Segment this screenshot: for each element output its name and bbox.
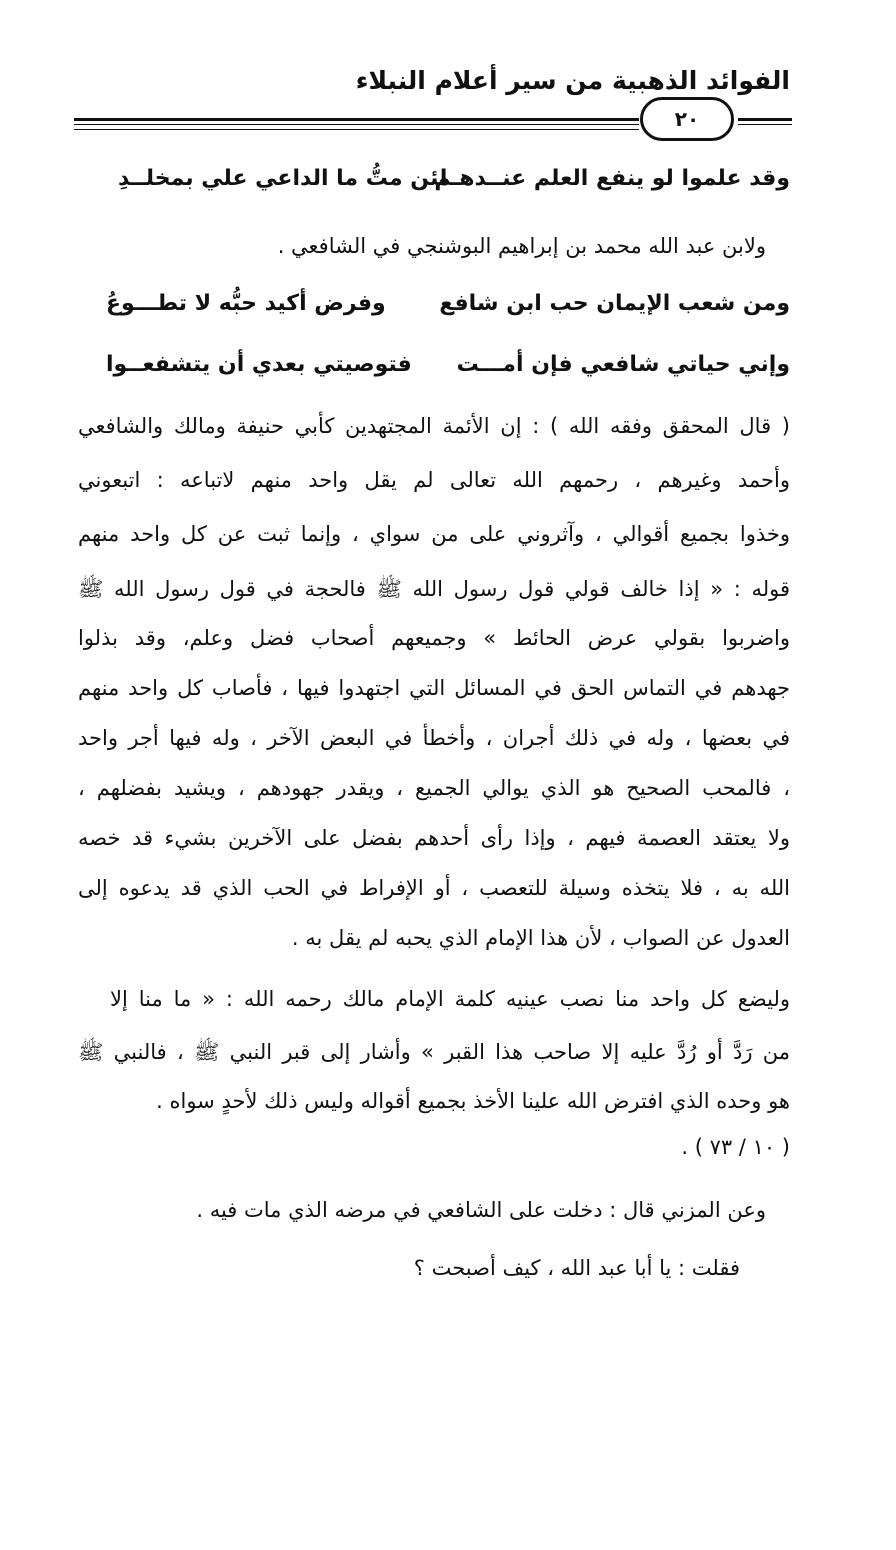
paragraph-line: ولا يعتقد العصمة فيهم ، وإذا رأى أحدهم بفضل على الآخرين بشيء قد خصه (78, 826, 790, 850)
verse-hemistich-left: فتوصيتي بعدي أن يتشفعــوا (106, 352, 412, 377)
header-rule (738, 124, 792, 125)
paragraph-line: هو وحده الذي افترض الله علينا الأخذ بجميع أقواله وليس ذلك لأحدٍ سواه . (156, 1089, 790, 1113)
paragraph-line: قوله : « إذا خالف قولي قول رسول الله ﷺ فالحجة في قول رسول الله ﷺ (78, 577, 790, 601)
paragraph-line: وخذوا بجميع أقوالي ، وآثروني على من سواي ، وإنما ثبت عن كل واحد منهم (78, 522, 790, 546)
verse-hemistich-right: ومن شعب الإيمان حب ابن شافع (439, 291, 790, 316)
paragraph-line: وأحمد وغيرهم ، رحمهم الله تعالى لم يقل واحد منهم لاتباعه : اتبعوني (78, 468, 790, 492)
header-rule (74, 129, 639, 130)
paragraph-line: جهدهم في التماس الحق في المسائل التي اجتهدوا فيها ، فأصاب كل واحد منهم (78, 676, 790, 700)
paragraph-line: الله به ، فلا يتخذه وسيلة للتعصب ، أو الإفراط في الحب الذي قد يدعوه إلى (78, 876, 790, 900)
verse-hemistich-right: وإني حياتي شافعي فإن أمـــت (456, 352, 790, 377)
paragraph-line: فقلت : يا أبا عبد الله ، كيف أصبحت ؟ (413, 1256, 740, 1280)
running-title: الفوائد الذهبية من سير أعلام النبلاء (355, 66, 790, 95)
paragraph-line: ، فالمحب الصحيح هو الذي يوالي الجميع ، ويقدر جهودهم ، ويشيد بفضلهم ، (78, 776, 790, 800)
verse-hemistich-left: وفرض أكيد حبُّه لا تطـــوعُ (106, 291, 386, 316)
poem-attribution: ولابن عبد الله محمد بن إبراهيم البوشنجي في الشافعي . (277, 234, 766, 258)
volume-page-reference: ( ١٠ / ٧٣ ) . (681, 1135, 790, 1159)
header-rule (74, 124, 639, 125)
paragraph-line: من رَدَّ أو رُدَّ عليه إلا صاحب هذا القبر » وأشار إلى قبر النبي ﷺ ، فالنبي ﷺ (78, 1040, 790, 1064)
paragraph-line: وعن المزني قال : دخلت على الشافعي في مرضه الذي مات فيه . (196, 1198, 766, 1222)
paragraph-line: وليضع كل واحد منا نصب عينيه كلمة الإمام مالك رحمه الله : « ما منا إلا (110, 987, 790, 1011)
header-rule (74, 118, 639, 121)
verse-hemistich-left: لئن متُّ ما الداعي علي بمخلــدِ (118, 166, 448, 191)
paragraph-line: ( قال المحقق وفقه الله ) : إن الأئمة المجتهدين كأبي حنيفة ومالك والشافعي (78, 414, 790, 438)
paragraph-line: في بعضها ، وله في ذلك أجران ، وأخطأ في البعض الآخر ، وله فيها أجر واحد (78, 726, 790, 750)
header-rule (738, 118, 792, 121)
verse-hemistich-right: وقد علموا لو ينفع العلم عنــدهـم (434, 166, 790, 191)
paragraph-line-last: العدول عن الصواب ، لأن هذا الإمام الذي يحبه لم يقل به . (291, 926, 790, 950)
paragraph-line: واضربوا بقولي عرض الحائط » وجميعهم أصحاب فضل وعلم، وقد بذلوا (78, 626, 790, 650)
page-number: ٢٠ (640, 97, 734, 141)
